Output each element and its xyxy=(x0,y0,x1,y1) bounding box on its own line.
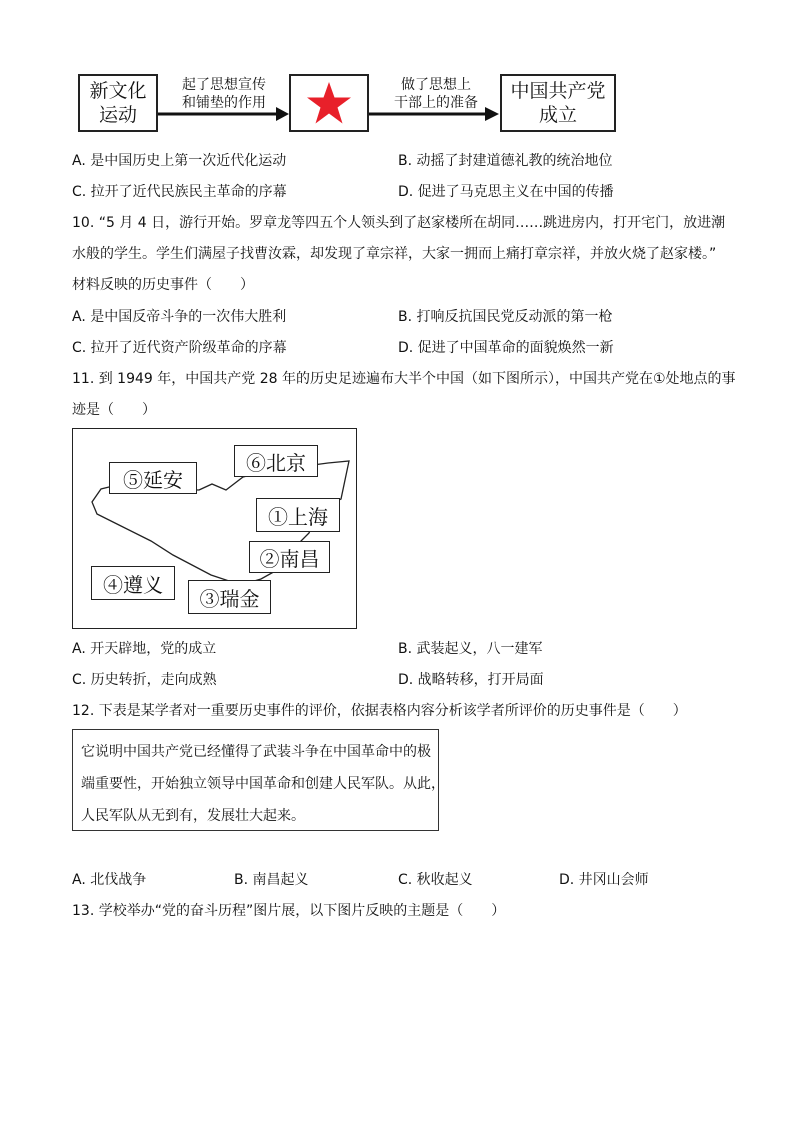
flow-arrow1-label-top: 起了思想宣传 xyxy=(182,77,266,93)
q13-stem: 13. 学校举办“党的奋斗历程”图片展，以下图片反映的主题是（ ） xyxy=(72,903,506,919)
flow-arrow2 xyxy=(369,106,501,122)
q12-option-a[interactable]: A. 北伐战争 xyxy=(72,872,147,888)
map-label-ruijin: ③瑞金 xyxy=(188,580,271,614)
flow-box-new-culture-label: 新文化运动 xyxy=(89,80,147,126)
flow-box-new-culture xyxy=(78,74,158,132)
q11-map-figure xyxy=(72,428,357,629)
red-star-icon xyxy=(306,81,352,125)
q11-option-c[interactable]: C. 历史转折，走向成熟 xyxy=(72,672,217,688)
flow-arrow1-label-bottom: 和铺垫的作用 xyxy=(182,95,266,111)
map-label-shanghai: ①上海 xyxy=(256,498,340,532)
flow-box-cpc-founded xyxy=(500,74,616,132)
q10-stem-line2: 水般的学生。学生们满屋子找曹汝霖，却发现了章宗祥，大家一拥而上痛打章宗祥，并放火烧了赵家楼。” xyxy=(72,246,717,262)
q11-stem-line2: 迹是（ ） xyxy=(72,402,156,418)
flow-box-cpc-founded-label: 中国共产党成立 xyxy=(510,80,606,126)
map-label-zunyi: ④遵义 xyxy=(91,566,175,600)
flow-box-star xyxy=(289,74,369,132)
q12-quote-line1: 它说明中国共产党已经懂得了武装斗争在中国革命中的极 xyxy=(81,744,431,760)
q11-option-a[interactable]: A. 开天辟地，党的成立 xyxy=(72,641,217,657)
q9-option-c[interactable]: C. 拉开了近代民族民主革命的序幕 xyxy=(72,184,287,200)
q9-option-d[interactable]: D. 促进了马克思主义在中国的传播 xyxy=(398,184,614,200)
q12-option-c[interactable]: C. 秋收起义 xyxy=(398,872,473,888)
q12-quote-line2: 端重要性，开始独立领导中国革命和创建人民军队。从此， xyxy=(81,776,445,792)
q12-option-b[interactable]: B. 南昌起义 xyxy=(234,872,309,888)
map-label-beijing: ⑥北京 xyxy=(234,445,318,477)
q10-option-d[interactable]: D. 促进了中国革命的面貌焕然一新 xyxy=(398,340,614,356)
flow-arrow2-label-top: 做了思想上 xyxy=(401,77,471,93)
q12-option-d[interactable]: D. 井冈山会师 xyxy=(559,872,649,888)
map-label-yanan: ⑤延安 xyxy=(109,462,197,494)
q9-option-a[interactable]: A. 是中国历史上第一次近代化运动 xyxy=(72,153,287,169)
q12-quote-box xyxy=(72,729,445,831)
q11-stem-line1: 11. 到 1949 年，中国共产党 28 年的历史足迹遍布大半个中国（如下图所示），中国共产党在①处地点的事 xyxy=(72,371,736,387)
q10-stem-line3: 材料反映的历史事件（ ） xyxy=(72,277,254,293)
flow-arrow2-label-bottom: 干部上的准备 xyxy=(394,95,478,111)
q10-stem-line1: 10. “5 月 4 日，游行开始。罗章龙等四五个人领头到了赵家楼所在胡同……跳进房内，打开宅门，放进潮 xyxy=(72,215,726,231)
q11-option-d[interactable]: D. 战略转移，打开局面 xyxy=(398,672,544,688)
map-label-nanchang: ②南昌 xyxy=(249,541,330,573)
q11-option-b[interactable]: B. 武装起义，八一建军 xyxy=(398,641,543,657)
q10-option-c[interactable]: C. 拉开了近代资产阶级革命的序幕 xyxy=(72,340,287,356)
q9-option-b[interactable]: B. 动摇了封建道德礼教的统治地位 xyxy=(398,153,613,169)
q10-option-a[interactable]: A. 是中国反帝斗争的一次伟大胜利 xyxy=(72,309,287,325)
flow-arrow1 xyxy=(158,106,290,122)
q10-option-b[interactable]: B. 打响反抗国民党反动派的第一枪 xyxy=(398,309,613,325)
q12-stem: 12. 下表是某学者对一重要历史事件的评价，依据表格内容分析该学者所评价的历史事件是（ ） xyxy=(72,703,687,719)
q12-quote-line3: 人民军队从无到有，发展壮大起来。 xyxy=(81,808,305,824)
